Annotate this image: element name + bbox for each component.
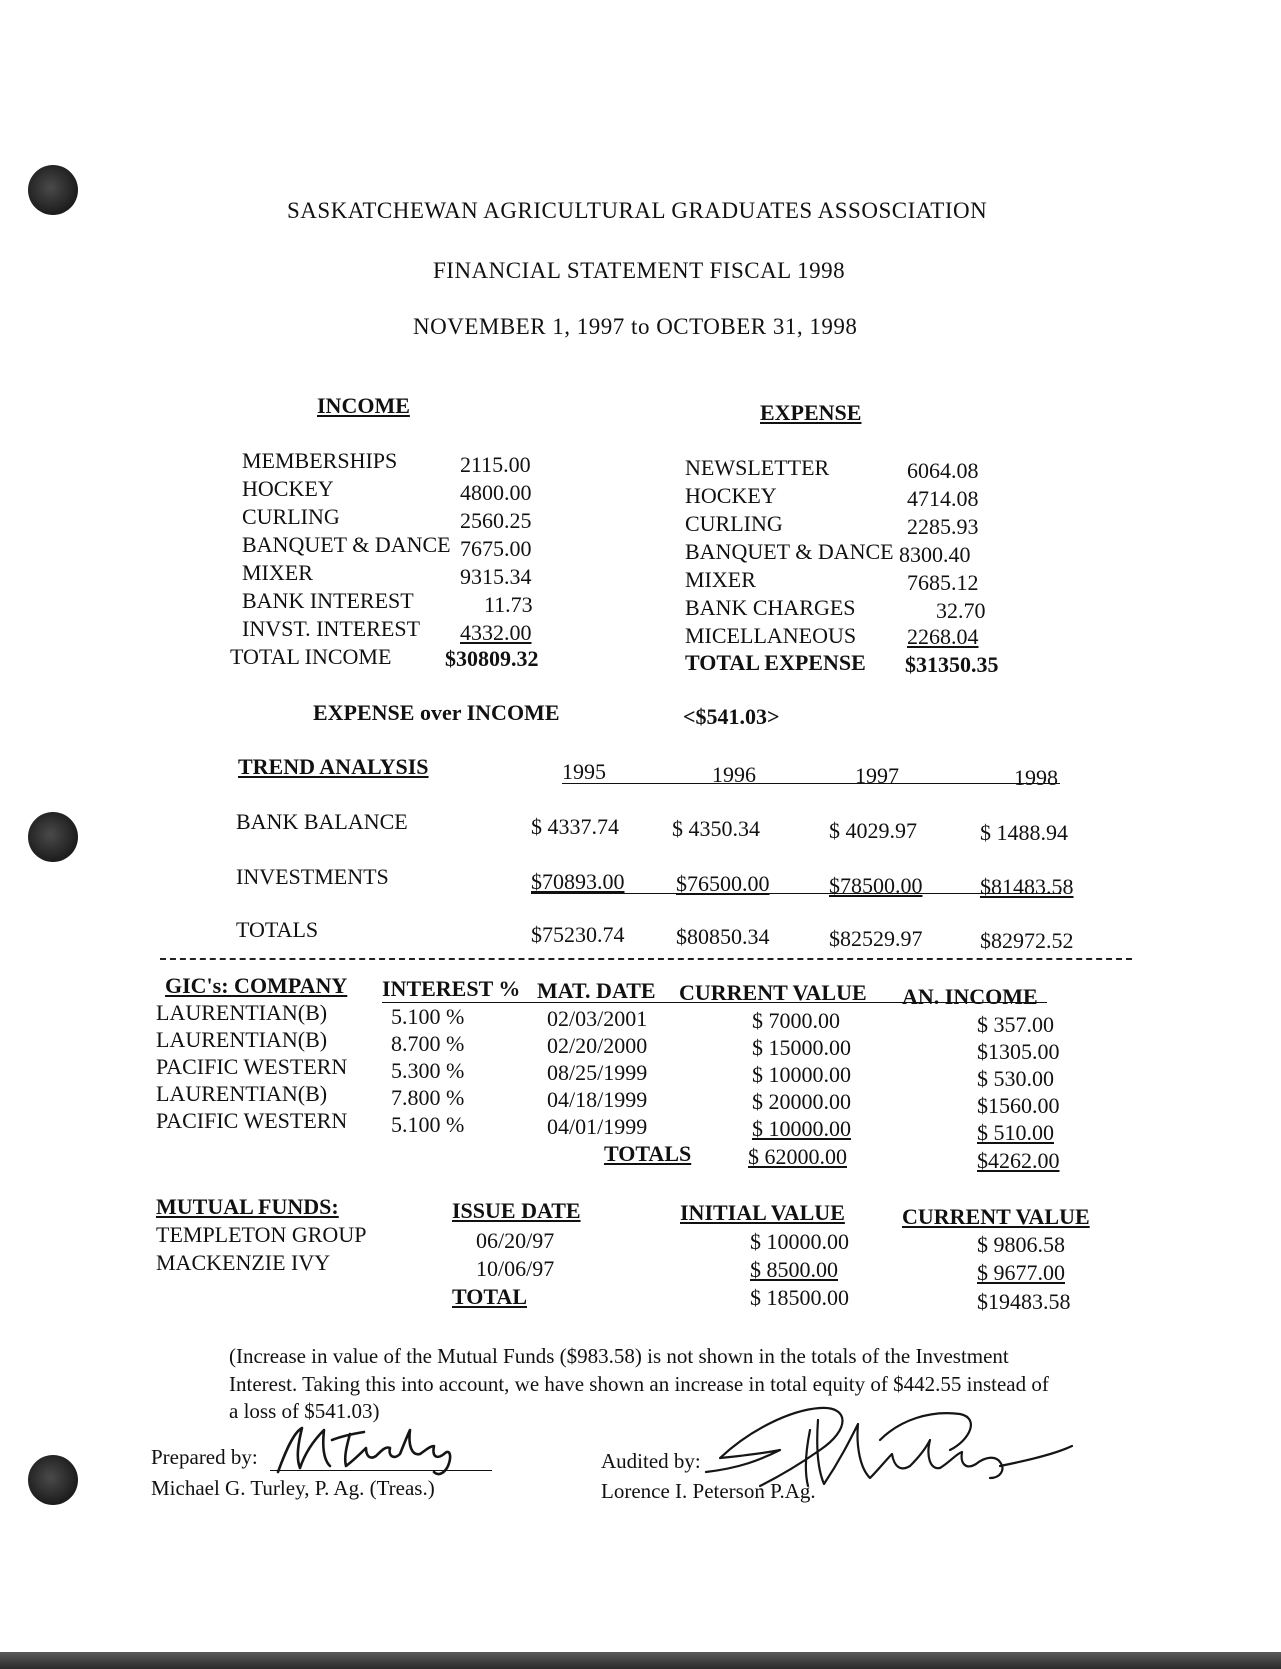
mutual-current-1: $ 9677.00 <box>977 1260 1065 1285</box>
gic-header-company: GIC's: COMPANY <box>165 973 348 998</box>
income-label-2: CURLING <box>242 504 340 529</box>
trend-investments-label: INVESTMENTS <box>236 864 389 889</box>
audited-by-label: Audited by: <box>601 1449 701 1473</box>
gic-income-3: $1560.00 <box>977 1093 1060 1118</box>
trend-totals-label: TOTALS <box>236 917 319 942</box>
mutual-header-initial: INITIAL VALUE <box>680 1200 845 1225</box>
trend-year-1996: 1996 <box>712 762 756 787</box>
gic-date-0: 02/03/2001 <box>547 1006 648 1031</box>
income-label-3: BANQUET & DANCE <box>242 532 451 557</box>
income-value-1: 4800.00 <box>460 480 532 505</box>
expense-heading: EXPENSE <box>760 400 862 425</box>
gic-interest-1: 8.700 % <box>391 1031 465 1056</box>
mutual-current-0: $ 9806.58 <box>977 1232 1065 1257</box>
trend-heading: TREND ANALYSIS <box>238 754 429 779</box>
trend-totals-1995: $75230.74 <box>531 922 625 947</box>
income-heading: INCOME <box>317 393 410 418</box>
mutual-date-0: 06/20/97 <box>476 1228 555 1253</box>
mutual-header-name: MUTUAL FUNDS: <box>156 1194 339 1219</box>
expense-label-4: MIXER <box>685 567 756 592</box>
income-label-0: MEMBERSHIPS <box>242 448 398 473</box>
gic-header-income: AN. INCOME <box>902 984 1038 1009</box>
gic-company-3: LAURENTIAN(B) <box>156 1081 328 1106</box>
mutual-total-label: TOTAL <box>452 1284 527 1309</box>
trend-bank-1995: $ 4337.74 <box>531 814 619 839</box>
income-total-value: $30809.32 <box>445 646 539 671</box>
mutual-total-current: $19483.58 <box>977 1289 1071 1314</box>
income-label-1: HOCKEY <box>242 476 334 501</box>
gic-date-1: 02/20/2000 <box>547 1033 648 1058</box>
mutual-name-0: TEMPLETON GROUP <box>156 1222 367 1247</box>
expense-over-income-label: EXPENSE over INCOME <box>313 700 560 725</box>
expense-value-6: 2268.04 <box>907 624 979 649</box>
expense-label-6: MICELLANEOUS <box>685 623 857 648</box>
trend-investments-1995: $70893.00 <box>531 869 625 894</box>
trend-investments-1997: $78500.00 <box>829 873 923 898</box>
mutual-initial-0: $ 10000.00 <box>750 1229 849 1254</box>
gic-date-4: 04/01/1999 <box>547 1114 648 1139</box>
income-value-3: 7675.00 <box>460 536 532 561</box>
income-value-2: 2560.25 <box>460 508 532 533</box>
trend-investments-1998: $81483.58 <box>980 874 1074 899</box>
org-title: SASKATCHEWAN AGRICULTURAL GRADUATES ASSOSCIATION <box>287 198 988 223</box>
expense-value-3: 8300.40 <box>899 542 971 567</box>
punch-hole-middle <box>28 812 78 862</box>
punch-hole-bottom <box>28 1455 78 1505</box>
gic-totals-income: $4262.00 <box>977 1148 1060 1173</box>
audited-by-name: Lorence I. Peterson P.Ag. <box>601 1479 816 1503</box>
gic-income-1: $1305.00 <box>977 1039 1060 1064</box>
gic-income-0: $ 357.00 <box>977 1012 1054 1037</box>
gic-date-2: 08/25/1999 <box>547 1060 648 1085</box>
trend-totals-1996: $80850.34 <box>676 924 770 949</box>
trend-year-1997: 1997 <box>855 763 899 788</box>
punch-hole-top <box>28 165 78 215</box>
gic-interest-0: 5.100 % <box>391 1004 465 1029</box>
income-value-4: 9315.34 <box>460 564 532 589</box>
gic-company-1: LAURENTIAN(B) <box>156 1027 328 1052</box>
mutual-header-current: CURRENT VALUE <box>902 1204 1090 1229</box>
mutual-name-1: MACKENZIE IVY <box>156 1250 331 1275</box>
gic-income-2: $ 530.00 <box>977 1066 1054 1091</box>
trend-year-underline <box>562 783 1060 784</box>
trend-year-1995: 1995 <box>562 759 606 784</box>
expense-value-4: 7685.12 <box>907 570 979 595</box>
gic-company-4: PACIFIC WESTERN <box>156 1108 348 1133</box>
gic-interest-3: 7.800 % <box>391 1085 465 1110</box>
expense-total-value: $31350.35 <box>905 652 999 677</box>
trend-bank-1996: $ 4350.34 <box>672 816 760 841</box>
expense-total-label: TOTAL EXPENSE <box>685 650 866 675</box>
trend-investments-underline <box>531 893 1061 894</box>
gic-interest-2: 5.300 % <box>391 1058 465 1083</box>
gic-date-3: 04/18/1999 <box>547 1087 648 1112</box>
gic-totals-label: TOTALS <box>604 1141 692 1166</box>
gic-income-4: $ 510.00 <box>977 1120 1054 1145</box>
gic-value-0: $ 7000.00 <box>752 1008 840 1033</box>
section-divider <box>160 958 1132 960</box>
trend-totals-1998: $82972.52 <box>980 928 1074 953</box>
trend-investments-1996: $76500.00 <box>676 871 770 896</box>
mutual-total-initial: $ 18500.00 <box>750 1285 849 1310</box>
prepared-by-name: Michael G. Turley, P. Ag. (Treas.) <box>151 1476 435 1500</box>
gic-header-value: CURRENT VALUE <box>679 980 867 1005</box>
expense-value-1: 4714.08 <box>907 486 979 511</box>
mutual-header-date: ISSUE DATE <box>452 1198 581 1223</box>
expense-label-2: CURLING <box>685 511 783 536</box>
income-total-label: TOTAL INCOME <box>230 644 392 669</box>
expense-over-income-value: <$541.03> <box>683 704 780 729</box>
period-title: NOVEMBER 1, 1997 to OCTOBER 31, 1998 <box>413 314 858 339</box>
trend-bank-label: BANK BALANCE <box>236 809 408 834</box>
trend-totals-1997: $82529.97 <box>829 926 923 951</box>
gic-interest-4: 5.100 % <box>391 1112 465 1137</box>
prepared-by-label: Prepared by: <box>151 1445 258 1469</box>
gic-value-4: $ 10000.00 <box>752 1116 851 1141</box>
gic-value-3: $ 20000.00 <box>752 1089 851 1114</box>
trend-bank-1998: $ 1488.94 <box>980 820 1068 845</box>
gic-company-0: LAURENTIAN(B) <box>156 1000 328 1025</box>
scan-edge-bar <box>0 1652 1281 1669</box>
mutual-date-1: 10/06/97 <box>476 1256 555 1281</box>
trend-bank-1997: $ 4029.97 <box>829 818 917 843</box>
gic-totals-value: $ 62000.00 <box>748 1144 847 1169</box>
gic-header-underline <box>382 1002 1047 1003</box>
gic-value-2: $ 10000.00 <box>752 1062 851 1087</box>
note-line-1: (Increase in value of the Mutual Funds ($983.58) is not shown in the totals of the Investment <box>229 1344 1009 1368</box>
expense-value-2: 2285.93 <box>907 514 979 539</box>
expense-label-5: BANK CHARGES <box>685 595 856 620</box>
gic-company-2: PACIFIC WESTERN <box>156 1054 348 1079</box>
gic-header-interest: INTEREST % <box>382 976 521 1001</box>
mutual-initial-1: $ 8500.00 <box>750 1257 838 1282</box>
income-label-4: MIXER <box>242 560 313 585</box>
note-line-3: a loss of $541.03) <box>229 1399 380 1423</box>
income-label-6: INVST. INTEREST <box>242 616 421 641</box>
prepared-signature <box>272 1420 462 1480</box>
note-line-2: Interest. Taking this into account, we have shown an increase in total equity of $442.55 instead of <box>229 1372 1049 1396</box>
expense-value-0: 6064.08 <box>907 458 979 483</box>
expense-value-5: 32.70 <box>936 598 986 623</box>
expense-label-3: BANQUET & DANCE <box>685 539 894 564</box>
income-value-5: 11.73 <box>484 592 533 617</box>
trend-year-1998: 1998 <box>1014 765 1058 790</box>
income-label-5: BANK INTEREST <box>242 588 414 613</box>
income-value-6: 4332.00 <box>460 620 532 645</box>
gic-value-1: $ 15000.00 <box>752 1035 851 1060</box>
expense-label-1: HOCKEY <box>685 483 777 508</box>
income-value-0: 2115.00 <box>460 452 531 477</box>
statement-title: FINANCIAL STATEMENT FISCAL 1998 <box>433 258 846 283</box>
gic-header-date: MAT. DATE <box>537 978 656 1003</box>
expense-label-0: NEWSLETTER <box>685 455 830 480</box>
